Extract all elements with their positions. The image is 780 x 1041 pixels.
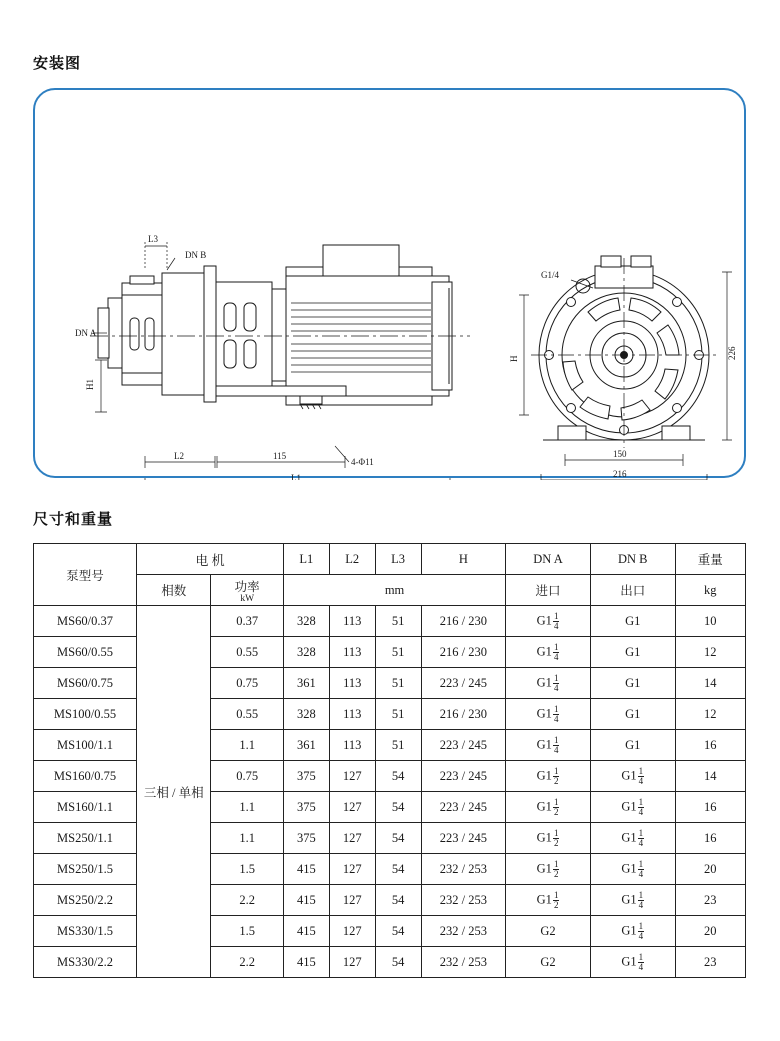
cell-h: 232 / 253 xyxy=(421,854,506,885)
cell-dnb: G1 $\frac{1}{4}$ xyxy=(590,916,675,947)
cell-model: MS160/1.1 xyxy=(34,792,137,823)
cell-model: MS250/2.2 xyxy=(34,885,137,916)
cell-l2: 127 xyxy=(329,885,375,916)
dimensions-table-wrap xyxy=(33,543,746,978)
cell-h: 216 / 230 xyxy=(421,637,506,668)
cell-l1: 328 xyxy=(283,637,329,668)
page-title-installation: 安装图 xyxy=(33,55,82,72)
cell-weight: 16 xyxy=(675,823,745,854)
cell-l2: 113 xyxy=(329,606,375,637)
cell-weight: 16 xyxy=(675,730,745,761)
cell-h: 216 / 230 xyxy=(421,699,506,730)
cell-dna: G1 $\frac{1}{2}$ xyxy=(506,792,591,823)
th-l3: L3 xyxy=(375,544,421,575)
cell-dna: G1 $\frac{1}{4}$ xyxy=(506,606,591,637)
cell-dna: G1 $\frac{1}{2}$ xyxy=(506,823,591,854)
cell-h: 223 / 245 xyxy=(421,792,506,823)
cell-l2: 113 xyxy=(329,637,375,668)
cell-h: 232 / 253 xyxy=(421,916,506,947)
cell-l2: 127 xyxy=(329,916,375,947)
cell-power: 0.75 xyxy=(211,668,283,699)
cell-l3: 51 xyxy=(375,730,421,761)
cell-l3: 54 xyxy=(375,761,421,792)
cell-l1: 415 xyxy=(283,885,329,916)
cell-l3: 51 xyxy=(375,699,421,730)
cell-h: 232 / 253 xyxy=(421,947,506,978)
cell-power: 0.37 xyxy=(211,606,283,637)
cell-dnb: G1 $\frac{1}{4}$ xyxy=(590,947,675,978)
label-h1: H1 xyxy=(85,379,95,390)
cell-model: MS330/2.2 xyxy=(34,947,137,978)
cell-l3: 54 xyxy=(375,823,421,854)
th-inlet: 进口 xyxy=(506,575,591,606)
page-title-dimensions: 尺寸和重量 xyxy=(33,511,114,528)
cell-model: MS100/0.55 xyxy=(34,699,137,730)
cell-l1: 328 xyxy=(283,606,329,637)
cell-h: 216 / 230 xyxy=(421,606,506,637)
cell-h: 232 / 253 xyxy=(421,885,506,916)
cell-l3: 54 xyxy=(375,854,421,885)
cell-phase: 三相 / 单相 xyxy=(137,606,211,978)
cell-dnb: G1 xyxy=(590,730,675,761)
cell-l2: 127 xyxy=(329,823,375,854)
cell-l2: 113 xyxy=(329,730,375,761)
cell-l1: 328 xyxy=(283,699,329,730)
cell-weight: 23 xyxy=(675,947,745,978)
cell-l2: 113 xyxy=(329,668,375,699)
cell-l3: 51 xyxy=(375,637,421,668)
cell-weight: 12 xyxy=(675,699,745,730)
cell-h: 223 / 245 xyxy=(421,761,506,792)
label-l3: L3 xyxy=(148,234,158,244)
table-head xyxy=(34,544,746,606)
cell-l1: 415 xyxy=(283,916,329,947)
cell-l2: 127 xyxy=(329,854,375,885)
cell-model: MS250/1.5 xyxy=(34,854,137,885)
label-l1: L1 xyxy=(291,473,301,480)
th-l2: L2 xyxy=(329,544,375,575)
label-115: 115 xyxy=(273,451,287,461)
cell-model: MS100/1.1 xyxy=(34,730,137,761)
label-h: H xyxy=(509,355,519,362)
cell-h: 223 / 245 xyxy=(421,668,506,699)
cell-dna: G1 $\frac{1}{2}$ xyxy=(506,854,591,885)
cell-power: 0.75 xyxy=(211,761,283,792)
cell-dna: G1 $\frac{1}{4}$ xyxy=(506,699,591,730)
cell-power: 1.1 xyxy=(211,823,283,854)
cell-dna: G1 $\frac{1}{2}$ xyxy=(506,761,591,792)
dimensions-table xyxy=(33,543,746,978)
cell-weight: 16 xyxy=(675,792,745,823)
installation-drawing xyxy=(35,90,744,480)
label-216: 216 xyxy=(613,469,627,479)
cell-power: 0.55 xyxy=(211,637,283,668)
cell-dnb: G1 $\frac{1}{4}$ xyxy=(590,761,675,792)
th-dna: DN A xyxy=(506,544,591,575)
cell-dna: G1 $\frac{1}{4}$ xyxy=(506,637,591,668)
pump-drawing-svg xyxy=(35,90,748,480)
th-outlet: 出口 xyxy=(590,575,675,606)
cell-model: MS60/0.75 xyxy=(34,668,137,699)
cell-dnb: G1 xyxy=(590,637,675,668)
cell-power: 1.1 xyxy=(211,730,283,761)
cell-l1: 415 xyxy=(283,947,329,978)
th-power-label: 功率 xyxy=(234,579,260,594)
cell-power: 1.5 xyxy=(211,916,283,947)
table-header-row-2 xyxy=(34,575,746,606)
cell-l1: 361 xyxy=(283,730,329,761)
cell-l2: 113 xyxy=(329,699,375,730)
cell-dna: G1 $\frac{1}{4}$ xyxy=(506,730,591,761)
cell-dnb: G1 $\frac{1}{4}$ xyxy=(590,885,675,916)
th-motor: 电 机 xyxy=(137,544,284,575)
label-g14: G1/4 xyxy=(541,270,559,280)
th-dnb: DN B xyxy=(590,544,675,575)
cell-power: 1.1 xyxy=(211,792,283,823)
cell-l3: 54 xyxy=(375,916,421,947)
cell-model: MS60/0.55 xyxy=(34,637,137,668)
cell-dna: G2 xyxy=(506,947,591,978)
cell-dnb: G1 $\frac{1}{4}$ xyxy=(590,823,675,854)
th-kg: kg xyxy=(675,575,745,606)
cell-weight: 14 xyxy=(675,668,745,699)
th-model: 泵型号 xyxy=(34,544,137,606)
cell-power: 0.55 xyxy=(211,699,283,730)
cell-model: MS60/0.37 xyxy=(34,606,137,637)
installation-drawing-frame xyxy=(33,88,746,478)
cell-l1: 375 xyxy=(283,823,329,854)
cell-l1: 375 xyxy=(283,761,329,792)
cell-weight: 10 xyxy=(675,606,745,637)
label-226: 226 xyxy=(727,346,737,360)
cell-l2: 127 xyxy=(329,761,375,792)
cell-dna: G1 $\frac{1}{4}$ xyxy=(506,668,591,699)
cell-weight: 12 xyxy=(675,637,745,668)
cell-l2: 127 xyxy=(329,792,375,823)
cell-weight: 14 xyxy=(675,761,745,792)
cell-l1: 415 xyxy=(283,854,329,885)
label-dnb: DN B xyxy=(185,250,207,260)
cell-dnb: G1 xyxy=(590,668,675,699)
cell-l1: 361 xyxy=(283,668,329,699)
label-holes: 4-Φ11 xyxy=(351,457,374,467)
cell-h: 223 / 245 xyxy=(421,730,506,761)
cell-dnb: G1 $\frac{1}{4}$ xyxy=(590,854,675,885)
cell-l3: 54 xyxy=(375,947,421,978)
cell-h: 223 / 245 xyxy=(421,823,506,854)
cell-l2: 127 xyxy=(329,947,375,978)
cell-l3: 51 xyxy=(375,606,421,637)
table-row xyxy=(34,606,746,637)
cell-dnb: G1 xyxy=(590,606,675,637)
cell-l3: 51 xyxy=(375,668,421,699)
th-h: H xyxy=(421,544,506,575)
th-power xyxy=(211,575,283,606)
cell-power: 2.2 xyxy=(211,947,283,978)
cell-power: 2.2 xyxy=(211,885,283,916)
table-header-row-1 xyxy=(34,544,746,575)
label-150: 150 xyxy=(613,449,627,459)
th-l1: L1 xyxy=(283,544,329,575)
th-weight: 重量 xyxy=(675,544,745,575)
label-l2: L2 xyxy=(174,451,184,461)
cell-weight: 20 xyxy=(675,916,745,947)
cell-dnb: G1 $\frac{1}{4}$ xyxy=(590,792,675,823)
label-dna: DN A xyxy=(75,328,97,338)
cell-l3: 54 xyxy=(375,792,421,823)
cell-model: MS330/1.5 xyxy=(34,916,137,947)
table-body xyxy=(34,606,746,978)
cell-l3: 54 xyxy=(375,885,421,916)
th-power-unit: kW xyxy=(240,593,255,604)
cell-dna: G1 $\frac{1}{2}$ xyxy=(506,885,591,916)
cell-weight: 20 xyxy=(675,854,745,885)
cell-dna: G2 xyxy=(506,916,591,947)
cell-power: 1.5 xyxy=(211,854,283,885)
th-phase: 相数 xyxy=(137,575,211,606)
cell-model: MS250/1.1 xyxy=(34,823,137,854)
th-mm: mm xyxy=(283,575,505,606)
cell-model: MS160/0.75 xyxy=(34,761,137,792)
cell-l1: 375 xyxy=(283,792,329,823)
cell-weight: 23 xyxy=(675,885,745,916)
cell-dnb: G1 xyxy=(590,699,675,730)
